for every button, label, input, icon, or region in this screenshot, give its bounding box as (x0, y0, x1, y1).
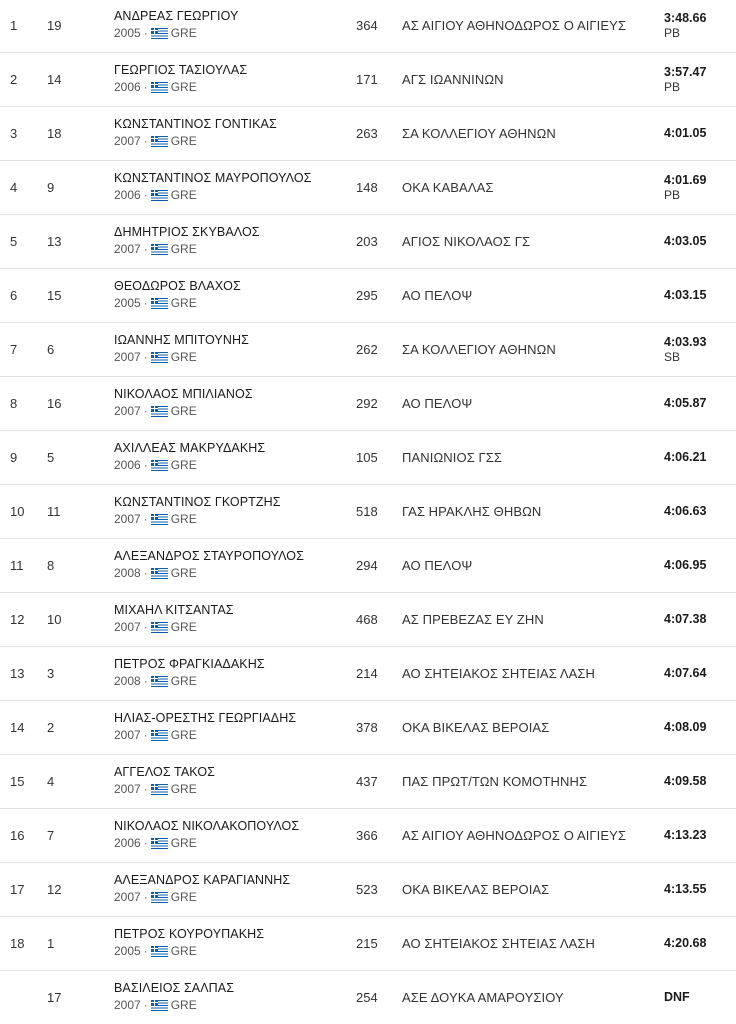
table-row[interactable] (0, 863, 736, 917)
rank-cell: 2 (10, 72, 18, 87)
country-code: GRE (170, 134, 197, 148)
rank-cell: 5 (10, 234, 18, 249)
result-time: 4:03.05 (664, 234, 707, 248)
country-code: GRE (170, 296, 197, 310)
table-row[interactable] (0, 161, 736, 215)
club-name: ΣΑ ΚΟΛΛΕΓΙΟΥ ΑΘΗΝΩΝ (402, 342, 556, 357)
athlete-meta (114, 296, 197, 310)
athlete-meta (114, 836, 197, 850)
result-time: 4:08.09 (664, 720, 707, 734)
birth-year: 2008 (114, 566, 141, 580)
greece-flag-icon (151, 190, 168, 201)
club-name: ΑΟ ΠΕΛΟΨ (402, 288, 473, 303)
country-code: GRE (170, 512, 197, 526)
greece-flag-icon (151, 676, 168, 687)
bib-number: 468 (356, 612, 378, 627)
club-name: ΟΚΑ ΒΙΚΕΛΑΣ ΒΕΡΟΙΑΣ (402, 882, 550, 897)
club-name: ΓΑΣ ΗΡΑΚΛΗΣ ΘΗΒΩΝ (402, 504, 542, 519)
club-name: ΑΓΣ ΙΩΑΝΝΙΝΩΝ (402, 72, 504, 87)
rank-cell: 8 (10, 396, 18, 411)
lane-cell: 5 (47, 450, 55, 465)
athlete-name-link[interactable]: ΠΕΤΡΟΣ ΚΟΥΡΟΥΠΑΚΗΣ (114, 927, 265, 941)
club-name: ΑΣ ΑΙΓΙΟΥ ΑΘΗΝΟΔΩΡΟΣ Ο ΑΙΓΙΕΥΣ (402, 828, 627, 843)
athlete-name-link[interactable]: ΗΛΙΑΣ-ΟΡΕΣΤΗΣ ΓΕΩΡΓΙΑΔΗΣ (114, 711, 297, 725)
bib-number: 214 (356, 666, 378, 681)
athlete-name-link[interactable]: ΚΩΝΣΤΑΝΤΙΝΟΣ ΜΑΥΡΟΠΟΥΛΟΣ (114, 171, 312, 185)
rank-cell: 16 (10, 828, 25, 843)
club-name: ΑΟ ΠΕΛΟΨ (402, 396, 473, 411)
club-name: ΠΑΣ ΠΡΩΤ/ΤΩΝ ΚΟΜΟΤΗΝΗΣ (402, 774, 588, 789)
bib-number: 294 (356, 558, 378, 573)
greece-flag-icon (151, 136, 168, 147)
greece-flag-icon (151, 730, 168, 741)
table-row[interactable] (0, 809, 736, 863)
table-row[interactable] (0, 593, 736, 647)
athlete-meta (114, 890, 197, 904)
country-code: GRE (170, 458, 197, 472)
birth-year: 2007 (114, 998, 141, 1012)
rank-cell: 1 (10, 18, 18, 33)
table-row[interactable] (0, 107, 736, 161)
country-code: GRE (170, 998, 197, 1012)
athlete-meta (114, 134, 197, 148)
bib-number: 292 (356, 396, 378, 411)
bib-number: 171 (356, 72, 378, 87)
birth-year: 2005 (114, 26, 141, 40)
lane-cell: 11 (47, 504, 61, 519)
rank-cell: 12 (10, 612, 25, 627)
country-code: GRE (170, 944, 197, 958)
separator-dot: · (143, 296, 148, 310)
result-time: 4:13.23 (664, 828, 707, 842)
birth-year: 2007 (114, 350, 141, 364)
separator-dot: · (143, 134, 148, 148)
greece-flag-icon (151, 298, 168, 309)
club-name: ΟΚΑ ΚΑΒΑΛΑΣ (402, 180, 494, 195)
birth-year: 2008 (114, 674, 141, 688)
bib-number: 366 (356, 828, 378, 843)
lane-cell: 15 (47, 288, 62, 303)
club-name: ΑΟ ΠΕΛΟΨ (402, 558, 473, 573)
country-code: GRE (170, 80, 197, 94)
greece-flag-icon (151, 946, 168, 957)
table-row[interactable] (0, 485, 736, 539)
separator-dot: · (143, 26, 148, 40)
result-time: 4:01.69 (664, 173, 707, 187)
greece-flag-icon (151, 622, 168, 633)
athlete-meta (114, 674, 197, 688)
bib-number: 378 (356, 720, 378, 735)
record-badge: PB (664, 188, 681, 202)
country-code: GRE (170, 674, 197, 688)
bib-number: 254 (356, 990, 378, 1005)
birth-year: 2007 (114, 782, 141, 796)
athlete-meta (114, 188, 197, 202)
greece-flag-icon (151, 784, 168, 795)
table-row[interactable] (0, 0, 736, 53)
greece-flag-icon (151, 460, 168, 471)
athlete-name-link[interactable]: ΠΕΤΡΟΣ ΦΡΑΓΚΙΑΔΑΚΗΣ (114, 657, 265, 671)
athlete-meta (114, 998, 197, 1012)
result-time: 4:01.05 (664, 126, 707, 140)
record-badge: SB (664, 350, 681, 364)
separator-dot: · (143, 512, 148, 526)
result-time: 4:13.55 (664, 882, 707, 896)
athlete-name-link[interactable]: ΓΕΩΡΓΙΟΣ ΤΑΣΙΟΥΛΑΣ (114, 63, 248, 77)
athlete-name-link[interactable]: ΘΕΟΔΩΡΟΣ ΒΛΑΧΟΣ (114, 279, 241, 293)
lane-cell: 3 (47, 666, 55, 681)
result-time: 4:06.95 (664, 558, 707, 572)
rank-cell: 7 (10, 342, 18, 357)
athlete-meta (114, 458, 197, 472)
result-time: 4:03.15 (664, 288, 707, 302)
lane-cell: 16 (47, 396, 62, 411)
table-row[interactable] (0, 215, 736, 269)
greece-flag-icon (151, 406, 168, 417)
rank-cell: 17 (10, 882, 25, 897)
bib-number: 105 (356, 450, 378, 465)
separator-dot: · (143, 242, 148, 256)
greece-flag-icon (151, 838, 168, 849)
birth-year: 2007 (114, 620, 141, 634)
rank-cell: 15 (10, 774, 25, 789)
rank-cell: 10 (10, 504, 25, 519)
rank-cell: 3 (10, 126, 18, 141)
greece-flag-icon (151, 352, 168, 363)
separator-dot: · (143, 188, 148, 202)
country-code: GRE (170, 728, 197, 742)
rank-cell: 4 (10, 180, 18, 195)
athlete-meta (114, 512, 197, 526)
club-name: ΑΣ ΠΡΕΒΕΖΑΣ ΕΥ ΖΗΝ (402, 612, 544, 627)
separator-dot: · (143, 404, 148, 418)
result-time: 4:07.64 (664, 666, 707, 680)
result-time: 4:07.38 (664, 612, 707, 626)
bib-number: 262 (356, 342, 378, 357)
bib-number: 518 (356, 504, 378, 519)
birth-year: 2005 (114, 296, 141, 310)
birth-year: 2005 (114, 944, 141, 958)
country-code: GRE (170, 566, 197, 580)
result-time: 4:09.58 (664, 774, 707, 788)
table-row[interactable] (0, 539, 736, 593)
separator-dot: · (143, 998, 148, 1012)
club-name: ΟΚΑ ΒΙΚΕΛΑΣ ΒΕΡΟΙΑΣ (402, 720, 550, 735)
greece-flag-icon (151, 892, 168, 903)
greece-flag-icon (151, 244, 168, 255)
bib-number: 437 (356, 774, 378, 789)
country-code: GRE (170, 782, 197, 796)
lane-cell: 1 (47, 936, 55, 951)
athlete-meta (114, 620, 197, 634)
greece-flag-icon (151, 1000, 168, 1011)
athlete-name-link[interactable]: ΒΑΣΙΛΕΙΟΣ ΣΑΛΠΑΣ (114, 981, 235, 995)
country-code: GRE (170, 350, 197, 364)
lane-cell: 14 (47, 72, 62, 87)
athlete-name-link[interactable]: ΔΗΜΗΤΡΙΟΣ ΣΚΥΒΑΛΟΣ (114, 225, 260, 239)
separator-dot: · (143, 836, 148, 850)
separator-dot: · (143, 350, 148, 364)
lane-cell: 10 (47, 612, 62, 627)
country-code: GRE (170, 26, 197, 40)
club-name: ΠΑΝΙΩΝΙΟΣ ΓΣΣ (402, 450, 503, 465)
lane-cell: 2 (47, 720, 55, 735)
table-row[interactable] (0, 53, 736, 107)
table-row[interactable] (0, 701, 736, 755)
result-time: 4:06.63 (664, 504, 707, 518)
lane-cell: 18 (47, 126, 62, 141)
rank-cell: 14 (10, 720, 25, 735)
table-row[interactable] (0, 269, 736, 323)
athlete-name-link[interactable]: ΚΩΝΣΤΑΝΤΙΝΟΣ ΓΚΟΡΤΖΗΣ (114, 495, 281, 509)
club-name: ΑΟ ΣΗΤΕΙΑΚΟΣ ΣΗΤΕΙΑΣ ΛΑΣΗ (402, 666, 595, 681)
athlete-name-link[interactable]: ΚΩΝΣΤΑΝΤΙΝΟΣ ΓΟΝΤΙΚΑΣ (114, 117, 277, 131)
result-time: 4:05.87 (664, 396, 707, 410)
result-time: 3:57.47 (664, 65, 707, 79)
birth-year: 2006 (114, 836, 141, 850)
country-code: GRE (170, 836, 197, 850)
result-time: 3:48.66 (664, 11, 707, 25)
greece-flag-icon (151, 568, 168, 579)
athlete-name-link[interactable]: ΝΙΚΟΛΑΟΣ ΝΙΚΟΛΑΚΟΠΟΥΛΟΣ (114, 819, 300, 833)
athlete-meta (114, 26, 197, 40)
bib-number: 523 (356, 882, 378, 897)
record-badge: PB (664, 26, 681, 40)
athlete-meta (114, 944, 197, 958)
rank-cell: 18 (10, 936, 25, 951)
lane-cell: 13 (47, 234, 62, 249)
club-name: ΑΣΕ ΔΟΥΚΑ ΑΜΑΡΟΥΣΙΟΥ (402, 990, 564, 1005)
country-code: GRE (170, 404, 197, 418)
birth-year: 2007 (114, 512, 141, 526)
separator-dot: · (143, 728, 148, 742)
athlete-name-link[interactable]: ΑΛΕΞΑΝΔΡΟΣ ΚΑΡΑΓΙΑΝΝΗΣ (114, 873, 291, 887)
lane-cell: 7 (47, 828, 55, 843)
result-time: 4:20.68 (664, 936, 707, 950)
birth-year: 2007 (114, 890, 141, 904)
table-row[interactable] (0, 647, 736, 701)
rank-cell: 11 (10, 558, 24, 573)
athlete-name-link[interactable]: ΝΙΚΟΛΑΟΣ ΜΠΙΛΙΑΝΟΣ (114, 387, 253, 401)
rank-cell: 9 (10, 450, 18, 465)
separator-dot: · (143, 674, 148, 688)
athlete-meta (114, 350, 197, 364)
table-row[interactable] (0, 971, 736, 1024)
athlete-name-link[interactable]: ΑΓΓΕΛΟΣ ΤΑΚΟΣ (114, 765, 215, 779)
separator-dot: · (143, 620, 148, 634)
result-time: 4:06.21 (664, 450, 707, 464)
separator-dot: · (143, 782, 148, 796)
lane-cell: 17 (47, 990, 62, 1005)
separator-dot: · (143, 80, 148, 94)
athlete-name-link[interactable]: ΙΩΑΝΝΗΣ ΜΠΙΤΟΥΝΗΣ (114, 333, 249, 347)
athlete-meta (114, 404, 197, 418)
birth-year: 2006 (114, 80, 141, 94)
separator-dot: · (143, 458, 148, 472)
bib-number: 263 (356, 126, 378, 141)
birth-year: 2007 (114, 728, 141, 742)
greece-flag-icon (151, 514, 168, 525)
athlete-name-link[interactable]: ΑΛΕΞΑΝΔΡΟΣ ΣΤΑΥΡΟΠΟΥΛΟΣ (114, 549, 304, 563)
separator-dot: · (143, 890, 148, 904)
athlete-name-link[interactable]: ΑΧΙΛΛΕΑΣ ΜΑΚΡΥΔΑΚΗΣ (114, 441, 266, 455)
country-code: GRE (170, 620, 197, 634)
birth-year: 2006 (114, 458, 141, 472)
record-badge: PB (664, 80, 681, 94)
rank-cell: 13 (10, 666, 25, 681)
club-name: ΑΓΙΟΣ ΝΙΚΟΛΑΟΣ ΓΣ (402, 234, 531, 249)
bib-number: 203 (356, 234, 378, 249)
country-code: GRE (170, 890, 197, 904)
bib-number: 148 (356, 180, 378, 195)
club-name: ΣΑ ΚΟΛΛΕΓΙΟΥ ΑΘΗΝΩΝ (402, 126, 556, 141)
separator-dot: · (143, 944, 148, 958)
lane-cell: 9 (47, 180, 55, 195)
country-code: GRE (170, 242, 197, 256)
bib-number: 295 (356, 288, 378, 303)
birth-year: 2006 (114, 188, 141, 202)
bib-number: 215 (356, 936, 378, 951)
table-row[interactable] (0, 377, 736, 431)
country-code: GRE (170, 188, 197, 202)
athlete-meta (114, 242, 197, 256)
lane-cell: 12 (47, 882, 62, 897)
lane-cell: 8 (47, 558, 55, 573)
greece-flag-icon (151, 28, 168, 39)
table-row[interactable] (0, 323, 736, 377)
lane-cell: 6 (47, 342, 55, 357)
athlete-name-link[interactable]: ΜΙΧΑΗΛ ΚΙΤΣΑΝΤΑΣ (114, 603, 234, 617)
athlete-meta (114, 80, 197, 94)
table-row[interactable] (0, 755, 736, 809)
birth-year: 2007 (114, 134, 141, 148)
birth-year: 2007 (114, 404, 141, 418)
rank-cell: 6 (10, 288, 18, 303)
lane-cell: 4 (47, 774, 55, 789)
separator-dot: · (143, 566, 148, 580)
bib-number: 364 (356, 18, 378, 33)
athlete-meta (114, 782, 197, 796)
table-row[interactable] (0, 431, 736, 485)
result-time: 4:03.93 (664, 335, 707, 349)
birth-year: 2007 (114, 242, 141, 256)
greece-flag-icon (151, 82, 168, 93)
athlete-name-link[interactable]: ΑΝΔΡΕΑΣ ΓΕΩΡΓΙΟΥ (114, 9, 239, 23)
club-name: ΑΟ ΣΗΤΕΙΑΚΟΣ ΣΗΤΕΙΑΣ ΛΑΣΗ (402, 936, 595, 951)
athlete-meta (114, 728, 197, 742)
result-time: DNF (664, 990, 690, 1004)
club-name: ΑΣ ΑΙΓΙΟΥ ΑΘΗΝΟΔΩΡΟΣ Ο ΑΙΓΙΕΥΣ (402, 18, 627, 33)
athlete-meta (114, 566, 197, 580)
lane-cell: 19 (47, 18, 62, 33)
table-row[interactable] (0, 917, 736, 971)
